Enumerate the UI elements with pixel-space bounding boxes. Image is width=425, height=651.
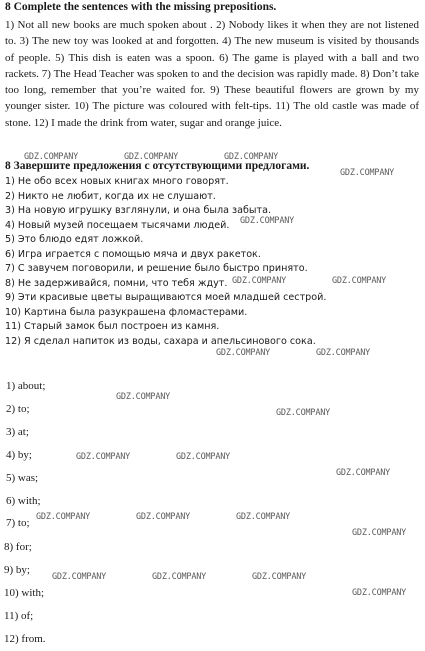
russian-sentence: 1) Не обо всех новых книгах много говорят.: [5, 176, 229, 187]
answer-item: 5) was;: [6, 472, 39, 484]
exercise-8-english-heading: 8 Complete the sentences with the missing prepositions.: [5, 1, 277, 13]
watermark: GDZ.COMPANY: [152, 572, 207, 582]
exercise-8-russian-heading: 8 Завершите предложения с отсутствующими предлогами.: [5, 160, 310, 172]
russian-sentence: 8) Не задерживайся, помни, что тебя ждут.: [5, 277, 228, 289]
watermark: GDZ.COMPANY: [336, 468, 391, 478]
answer-item: 3) at;: [6, 426, 29, 438]
answer-item: 6) with;: [6, 495, 41, 507]
watermark: GDZ.COMPANY: [176, 452, 231, 462]
russian-sentence: 10) Картина была разукрашена фломастерами.: [5, 306, 248, 318]
answer-item: 8) for;: [4, 541, 32, 553]
watermark: GDZ.COMPANY: [276, 408, 331, 418]
watermark: GDZ.COMPANY: [124, 152, 179, 162]
russian-sentence: 5) Это блюдо едят ложкой.: [5, 234, 144, 245]
watermark: GDZ.COMPANY: [352, 528, 407, 538]
answer-item: 11) of;: [4, 610, 34, 622]
watermark: GDZ.COMPANY: [224, 152, 279, 162]
watermark: GDZ.COMPANY: [76, 452, 131, 462]
russian-sentence: 2) Никто не любит, когда их не слушают.: [5, 190, 216, 202]
russian-sentence: 4) Новый музей посещаем тысячами людей.: [5, 219, 230, 231]
answer-item: 7) to;: [6, 517, 30, 529]
watermark: GDZ.COMPANY: [352, 588, 407, 598]
watermark: GDZ.COMPANY: [340, 168, 395, 178]
watermark: GDZ.COMPANY: [332, 276, 387, 286]
watermark: GDZ.COMPANY: [136, 512, 191, 522]
watermark: GDZ.COMPANY: [24, 152, 79, 162]
answer-item: 12) from.: [4, 633, 46, 645]
answer-item: 2) to;: [6, 403, 30, 415]
watermark: GDZ.COMPANY: [52, 572, 107, 582]
answer-item: 9) by;: [4, 564, 30, 576]
exercise-8-russian-list: [5, 175, 419, 349]
watermark: GDZ.COMPANY: [216, 348, 271, 358]
russian-sentence: 3) На новую игрушку взглянули, и она была забыта.: [5, 205, 271, 216]
russian-sentence: 9) Эти красивые цветы выращиваются моей младшей сестрой.: [5, 292, 327, 303]
watermark: GDZ.COMPANY: [232, 276, 287, 286]
watermark: GDZ.COMPANY: [236, 512, 291, 522]
answer-item: 10) with;: [4, 587, 45, 599]
russian-sentence: 7) С завучем поговорили, и решение было быстро принято.: [5, 263, 308, 274]
watermark: GDZ.COMPANY: [240, 216, 295, 226]
russian-sentence: 12) Я сделал напиток из воды, сахара и апельсинового сока.: [5, 335, 316, 347]
russian-sentence: 11) Старый замок был построен из камня.: [5, 321, 220, 332]
watermark: GDZ.COMPANY: [36, 512, 91, 522]
exercise-8-english-text: 1) Not all new books are much spoken about . 2) Nobody likes it when they are not listened to. 3) The new toy was looked at and forgotten. 4) The new museum is visited by thousands of people. 5) This dish is eaten was a spoon. 6) The game is played with a ball and two rackets. 7) The Head Teacher was spoken to and the decision was rapidly made. 8) Don’t take too long, remember that you’re waited for. 9) These beautiful flowers are grown by my younger sister. 10) The picture was coloured with felt-tips. 11) The old castle was made of stone. 12) I made the drink from water, sugar and orange juice.: [5, 19, 419, 129]
answer-item: 4) by;: [6, 449, 32, 461]
answer-item: 1) about;: [6, 380, 46, 392]
watermark: GDZ.COMPANY: [116, 392, 171, 402]
watermark: GDZ.COMPANY: [252, 572, 307, 582]
watermark: GDZ.COMPANY: [316, 348, 371, 358]
russian-sentence: 6) Игра играется с помощью мяча и двух ракеток.: [5, 248, 261, 260]
